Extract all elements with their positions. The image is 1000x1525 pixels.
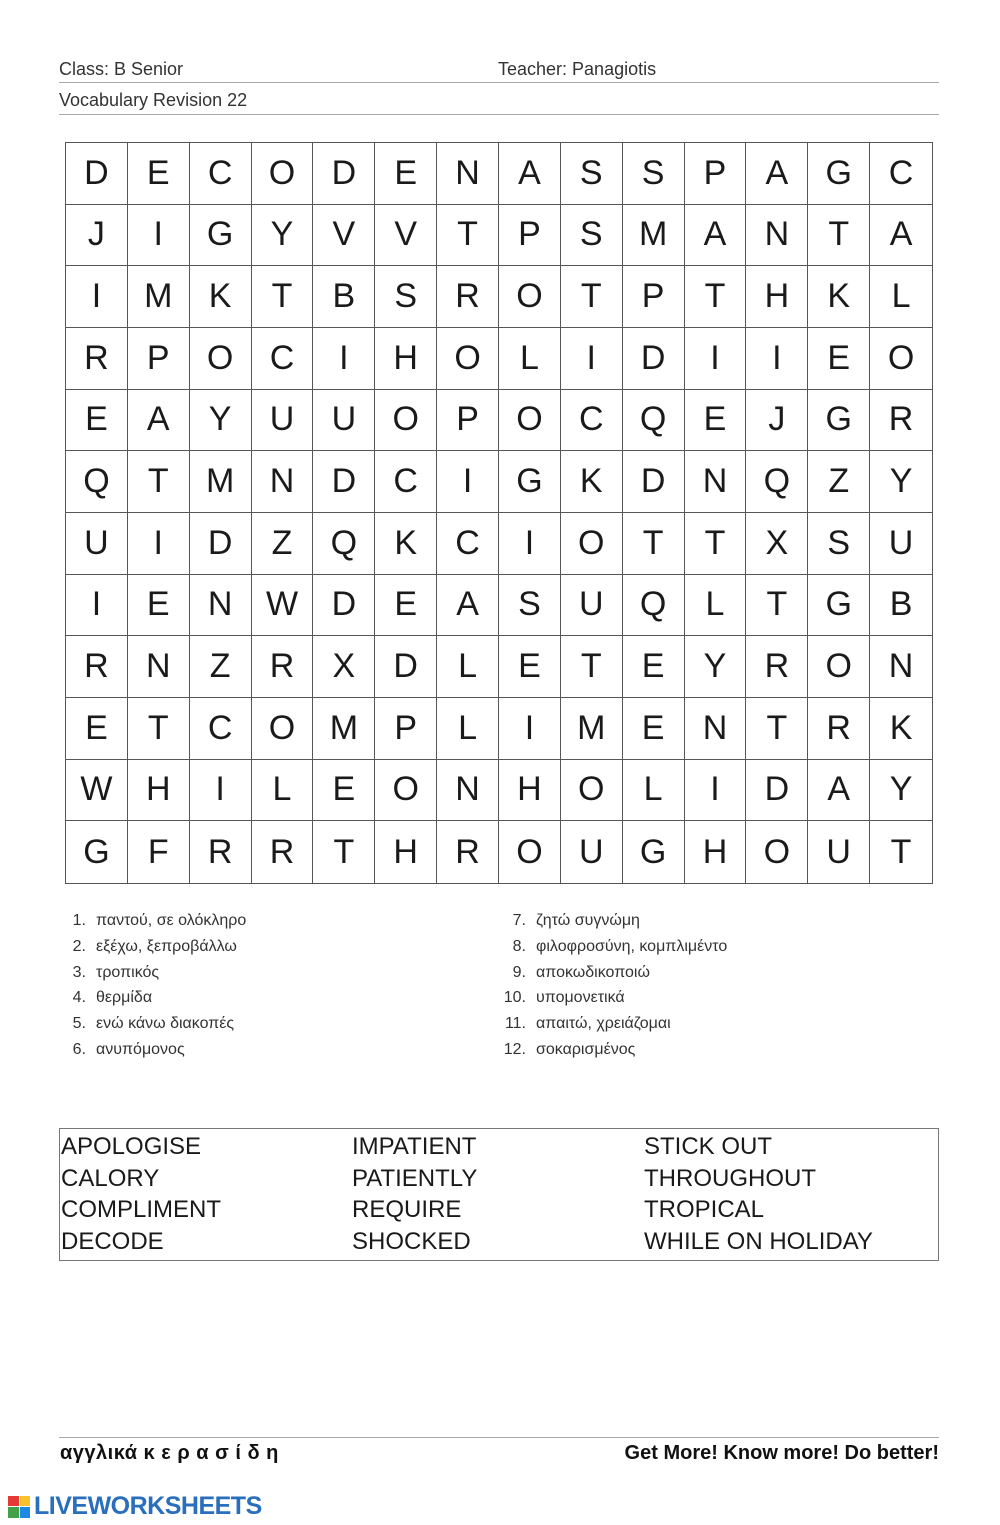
class-label: Class: B Senior	[59, 59, 184, 79]
grid-cell[interactable]: N	[685, 698, 747, 760]
clue-text: παντού, σε ολόκληρο	[96, 912, 247, 929]
clue-item	[56, 989, 246, 1015]
clue-number: 10.	[503, 989, 526, 1007]
clue-text: ενώ κάνω διακοπές	[96, 1015, 235, 1033]
grid-cell[interactable]: T	[313, 821, 375, 883]
clue-number: 3.	[72, 963, 86, 981]
clue-number: 4.	[72, 989, 86, 1007]
clue-number: 8.	[512, 937, 526, 955]
clue-number: 9.	[512, 963, 526, 981]
grid-cell[interactable]: D	[313, 451, 375, 513]
clue-number: 12.	[503, 1040, 526, 1058]
word-bank-column	[60, 1131, 352, 1260]
grid-cell[interactable]: S	[561, 205, 623, 267]
grid-cell[interactable]: N	[128, 636, 190, 698]
grid-cell[interactable]: A	[128, 390, 190, 452]
grid-cell[interactable]: U	[313, 390, 375, 452]
grid-cell[interactable]: E	[623, 698, 685, 760]
grid-cell[interactable]: B	[870, 575, 932, 637]
grid-cell[interactable]: M	[128, 266, 190, 328]
grid-cell[interactable]: B	[313, 266, 375, 328]
grid-cell[interactable]: T	[561, 266, 623, 328]
footer-slogan: Get More! Know more! Do better!	[624, 1442, 939, 1464]
grid-cell[interactable]: G	[499, 451, 561, 513]
clue-item	[56, 912, 246, 938]
word-bank-word: DECODE	[61, 1227, 164, 1255]
grid-cell[interactable]: V	[313, 205, 375, 267]
grid-cell[interactable]: U	[870, 513, 932, 575]
grid-cell[interactable]: O	[437, 328, 499, 390]
grid-cell[interactable]: U	[561, 575, 623, 637]
clue-item	[496, 912, 727, 938]
grid-cell[interactable]: O	[375, 390, 437, 452]
grid-cell[interactable]: P	[375, 698, 437, 760]
grid-cell[interactable]: Y	[685, 636, 747, 698]
word-bank	[59, 1128, 939, 1261]
grid-cell[interactable]: L	[437, 636, 499, 698]
grid-cell[interactable]: S	[561, 143, 623, 205]
grid-cell[interactable]: R	[437, 266, 499, 328]
grid-cell[interactable]: S	[623, 143, 685, 205]
grid-cell[interactable]: G	[66, 821, 128, 883]
grid-cell[interactable]: Y	[870, 451, 932, 513]
grid-cell[interactable]: G	[808, 575, 870, 637]
word-bank-word: SHOCKED	[352, 1227, 471, 1255]
grid-cell[interactable]: Y	[252, 205, 314, 267]
grid-cell[interactable]: T	[685, 513, 747, 575]
grid-cell[interactable]: K	[190, 266, 252, 328]
header-divider	[59, 82, 939, 83]
grid-cell[interactable]: S	[499, 575, 561, 637]
grid-cell[interactable]: E	[375, 143, 437, 205]
clue-text: ζητώ συγνώμη	[536, 912, 640, 929]
word-bank-word: PATIENTLY	[352, 1164, 478, 1192]
grid-cell[interactable]: E	[499, 636, 561, 698]
clue-text: ανυπόμονος	[96, 1040, 185, 1058]
grid-cell[interactable]: P	[499, 205, 561, 267]
grid-cell[interactable]: L	[499, 328, 561, 390]
grid-cell[interactable]: I	[746, 328, 808, 390]
grid-cell[interactable]: N	[685, 451, 747, 513]
grid-cell[interactable]: A	[746, 143, 808, 205]
grid-cell[interactable]: L	[870, 266, 932, 328]
grid-cell[interactable]: U	[66, 513, 128, 575]
clue-item	[496, 989, 727, 1015]
logo-square-yellow	[20, 1496, 31, 1507]
clue-item	[56, 1041, 246, 1067]
word-bank-word: COMPLIMENT	[61, 1196, 222, 1223]
word-bank-word: STICK OUT	[644, 1133, 773, 1160]
grid-cell[interactable]: L	[437, 698, 499, 760]
clue-text: φιλοφροσύνη, κομπλιμέντο	[536, 937, 728, 955]
grid-cell[interactable]: I	[66, 575, 128, 637]
grid-cell[interactable]: I	[499, 513, 561, 575]
grid-cell[interactable]: N	[870, 636, 932, 698]
grid-cell[interactable]: O	[499, 390, 561, 452]
clue-item	[496, 1041, 727, 1067]
logo-square-blue	[20, 1507, 31, 1518]
grid-cell[interactable]: Z	[252, 513, 314, 575]
grid-cell[interactable]: N	[437, 143, 499, 205]
title-divider	[59, 114, 939, 115]
grid-cell[interactable]: E	[128, 575, 190, 637]
grid-cell[interactable]: H	[375, 821, 437, 883]
word-bank-word: APOLOGISE	[61, 1133, 202, 1160]
grid-cell[interactable]: O	[375, 760, 437, 822]
grid-cell[interactable]: O	[252, 143, 314, 205]
grid-cell[interactable]: E	[685, 390, 747, 452]
grid-cell[interactable]: Y	[190, 390, 252, 452]
clue-item	[56, 1015, 246, 1041]
grid-cell[interactable]: R	[808, 698, 870, 760]
grid-cell[interactable]: R	[66, 328, 128, 390]
clue-item	[496, 964, 727, 990]
grid-cell[interactable]: S	[375, 266, 437, 328]
word-bank-word: TROPICAL	[644, 1196, 765, 1223]
grid-cell[interactable]: G	[808, 143, 870, 205]
word-search-grid	[65, 142, 933, 884]
clue-text: σοκαρισμένος	[536, 1040, 636, 1058]
grid-cell[interactable]: R	[190, 821, 252, 883]
grid-cell[interactable]: D	[190, 513, 252, 575]
clue-text: εξέχω, ξεπροβάλλω	[96, 937, 237, 955]
grid-cell[interactable]: L	[623, 760, 685, 822]
teacher-label: Teacher: Panagiotis	[498, 59, 657, 79]
grid-cell[interactable]: R	[870, 390, 932, 452]
grid-cell[interactable]: E	[313, 760, 375, 822]
grid-cell[interactable]: Z	[808, 451, 870, 513]
grid-cell[interactable]: D	[313, 143, 375, 205]
grid-cell[interactable]: K	[375, 513, 437, 575]
grid-cell[interactable]: L	[252, 760, 314, 822]
clue-item	[56, 938, 246, 964]
grid-cell[interactable]: Y	[870, 760, 932, 822]
grid-cell[interactable]: J	[746, 390, 808, 452]
grid-cell[interactable]: E	[128, 143, 190, 205]
grid-cell[interactable]: D	[375, 636, 437, 698]
grid-cell[interactable]: O	[808, 636, 870, 698]
page-title: Vocabulary Revision 22	[59, 90, 248, 110]
grid-cell[interactable]: T	[746, 575, 808, 637]
grid-cell[interactable]: R	[746, 636, 808, 698]
grid-cell[interactable]: O	[746, 821, 808, 883]
logo-square-green	[8, 1507, 19, 1518]
grid-cell[interactable]: E	[66, 390, 128, 452]
word-bank-column	[352, 1131, 644, 1260]
clue-item	[56, 964, 246, 990]
clue-list-left	[56, 912, 246, 1067]
grid-cell[interactable]: W	[252, 575, 314, 637]
grid-cell[interactable]: Q	[66, 451, 128, 513]
grid-cell[interactable]: T	[890, 832, 912, 871]
grid-cell[interactable]: C	[252, 328, 314, 390]
grid-cell[interactable]: E	[66, 698, 128, 760]
grid-cell[interactable]: G	[623, 821, 685, 883]
clue-text: τροπικός	[96, 963, 160, 981]
grid-cell[interactable]: C	[870, 143, 932, 205]
clue-text: αποκωδικοποιώ	[536, 963, 650, 981]
grid-cell[interactable]: T	[437, 205, 499, 267]
grid-cell[interactable]: I	[128, 205, 190, 267]
grid-cell[interactable]: A	[685, 205, 747, 267]
grid-cell[interactable]: I	[437, 451, 499, 513]
clue-number: 7.	[512, 912, 526, 929]
grid-cell[interactable]: D	[623, 328, 685, 390]
grid-cell[interactable]: O	[252, 698, 314, 760]
grid-cell[interactable]: I	[561, 328, 623, 390]
grid-cell[interactable]: H	[685, 821, 747, 883]
grid-cell[interactable]: P	[128, 328, 190, 390]
grid-cell[interactable]: D	[66, 143, 128, 205]
grid-cell[interactable]: T	[808, 205, 870, 267]
footer-author: αγγλικά κ ε ρ α σ ί δ η	[60, 1442, 279, 1464]
clue-number: 2.	[72, 937, 86, 955]
grid-cell[interactable]: M	[190, 451, 252, 513]
grid-cell[interactable]: F	[128, 821, 190, 883]
grid-cell[interactable]: R	[252, 821, 314, 883]
grid-cell[interactable]: R	[252, 636, 314, 698]
clue-number: 6.	[72, 1040, 86, 1058]
clue-text: απαιτώ, χρειάζομαι	[536, 1015, 671, 1033]
grid-cell[interactable]: I	[190, 760, 252, 822]
liveworksheets-brand[interactable]	[8, 1492, 262, 1521]
grid-cell[interactable]: R	[66, 636, 128, 698]
grid-cell[interactable]: M	[313, 698, 375, 760]
grid-cell[interactable]: J	[66, 205, 128, 267]
grid-cell[interactable]: G	[190, 205, 252, 267]
grid-cell[interactable]: V	[375, 205, 437, 267]
footer-divider	[59, 1437, 939, 1438]
grid-cell[interactable]: P	[437, 390, 499, 452]
grid-cell[interactable]: X	[313, 636, 375, 698]
grid-cell[interactable]: I	[66, 266, 128, 328]
grid-cell[interactable]: I	[313, 328, 375, 390]
grid-cell[interactable]: A	[870, 205, 932, 267]
grid-cell[interactable]: C	[561, 390, 623, 452]
grid-cell[interactable]: E	[808, 328, 870, 390]
grid-cell[interactable]: N	[437, 760, 499, 822]
grid-cell[interactable]: D	[313, 575, 375, 637]
grid-cell[interactable]: M	[623, 205, 685, 267]
grid-cell[interactable]: S	[808, 513, 870, 575]
clue-number: 11.	[504, 1015, 526, 1033]
grid-cell[interactable]: I	[499, 698, 561, 760]
grid-cell[interactable]: A	[437, 575, 499, 637]
clue-list-right	[496, 912, 727, 1067]
grid-cell[interactable]: H	[375, 328, 437, 390]
grid-cell[interactable]: M	[561, 698, 623, 760]
grid-cell[interactable]: D	[623, 451, 685, 513]
grid-cell[interactable]: T	[746, 698, 808, 760]
word-bank-column	[644, 1131, 938, 1260]
grid-cell[interactable]: O	[190, 328, 252, 390]
brand-name: LIVEWORKSHEETS	[34, 1492, 262, 1520]
grid-cell[interactable]: C	[190, 143, 252, 205]
grid-cell[interactable]: U	[252, 390, 314, 452]
grid-cell[interactable]: C	[190, 698, 252, 760]
word-bank-word: WHILE ON HOLIDAY	[644, 1227, 873, 1255]
grid-cell[interactable]: H	[746, 266, 808, 328]
grid-cell[interactable]: L	[685, 575, 747, 637]
word-bank-word: IMPATIENT	[352, 1133, 477, 1160]
grid-cell[interactable]: C	[437, 513, 499, 575]
grid-cell[interactable]: E	[623, 636, 685, 698]
grid-cell[interactable]: O	[499, 266, 561, 328]
clue-item	[496, 1015, 727, 1041]
grid-cell[interactable]: H	[499, 760, 561, 822]
grid-cell[interactable]: T	[561, 636, 623, 698]
grid-cell[interactable]: I	[128, 513, 190, 575]
grid-cell[interactable]: U	[561, 821, 623, 883]
grid-cell[interactable]: N	[252, 451, 314, 513]
grid-cell[interactable]: N	[746, 205, 808, 267]
word-bank-word: REQUIRE	[352, 1196, 462, 1223]
grid-cell[interactable]: C	[375, 451, 437, 513]
grid-cell[interactable]: A	[808, 760, 870, 822]
grid-cell[interactable]: Q	[623, 575, 685, 637]
grid-cell[interactable]: T	[128, 451, 190, 513]
grid-cell[interactable]: R	[437, 821, 499, 883]
word-bank-word: CALORY	[61, 1164, 160, 1192]
grid-cell[interactable]: K	[870, 698, 932, 760]
clue-text: θερμίδα	[96, 989, 153, 1007]
grid-cell[interactable]: T	[685, 266, 747, 328]
logo-square-red	[8, 1496, 19, 1507]
grid-cell[interactable]: O	[561, 513, 623, 575]
grid-cell[interactable]: K	[808, 266, 870, 328]
grid-cell[interactable]: H	[128, 760, 190, 822]
grid-cell[interactable]: Z	[190, 636, 252, 698]
grid-cell[interactable]: T	[252, 266, 314, 328]
grid-cell[interactable]: O	[561, 760, 623, 822]
grid-cell[interactable]: P	[685, 143, 747, 205]
grid-cell[interactable]: Q	[313, 513, 375, 575]
clue-number: 1.	[72, 912, 86, 929]
clue-item	[496, 938, 727, 964]
word-bank-word: THROUGHOUT	[644, 1164, 816, 1192]
grid-cell[interactable]: E	[375, 575, 437, 637]
grid-cell[interactable]: G	[808, 390, 870, 452]
clue-text: υπομονετικά	[536, 989, 625, 1007]
grid-cell[interactable]: O	[499, 821, 561, 883]
grid-cell[interactable]: I	[685, 760, 747, 822]
grid-cell[interactable]: Q	[746, 451, 808, 513]
grid-cell[interactable]: D	[746, 760, 808, 822]
grid-cell[interactable]: T	[623, 513, 685, 575]
grid-cell[interactable]: O	[870, 328, 932, 390]
grid-cell[interactable]: X	[746, 513, 808, 575]
grid-cell[interactable]: U	[808, 821, 870, 883]
liveworksheets-logo-icon	[8, 1496, 30, 1518]
grid-cell[interactable]: K	[561, 451, 623, 513]
grid-cell[interactable]: T	[128, 698, 190, 760]
clue-number: 5.	[72, 1015, 86, 1033]
grid-cell[interactable]: A	[499, 143, 561, 205]
grid-cell[interactable]: N	[190, 575, 252, 637]
grid-cell[interactable]: P	[623, 266, 685, 328]
grid-cell[interactable]: W	[66, 760, 128, 822]
grid-cell[interactable]: I	[685, 328, 747, 390]
grid-cell[interactable]: Q	[623, 390, 685, 452]
